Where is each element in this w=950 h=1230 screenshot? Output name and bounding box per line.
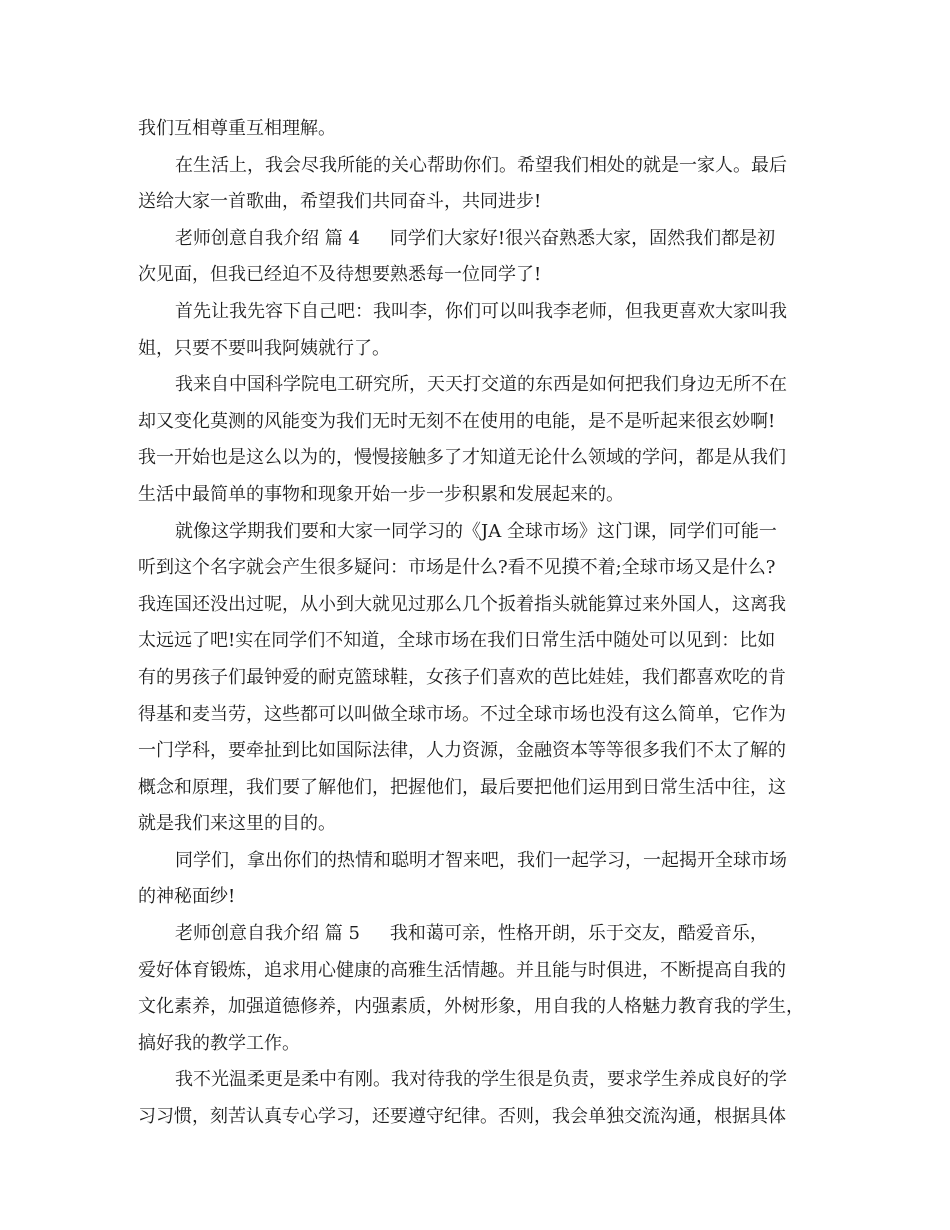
text-line: 送给大家一首歌曲，希望我们共同奋斗，共同进步! (138, 191, 542, 213)
text-line: 次见面，但我已经迫不及待想要熟悉每一位同学了! (138, 264, 542, 286)
text-line: 得基和麦当劳，这些都可以叫做全球市场。不过全球市场也没有这么简单，它作为 (138, 703, 786, 725)
text-line: 就像这学期我们要和大家一同学习的《JA 全球市场》这门课，同学们可能一 (175, 520, 777, 542)
text-line: 听到这个名字就会产生很多疑问：市场是什么?看不见摸不着;全球市场又是什么? (138, 557, 776, 579)
text-line: 的神秘面纱! (138, 886, 236, 908)
text-line: 有的男孩子们最钟爱的耐克篮球鞋，女孩子们喜欢的芭比娃娃，我们都喜欢吃的肯 (138, 666, 786, 688)
text-line: 姐，只要不要叫我阿姨就行了。 (138, 337, 390, 359)
section-heading: 老师创意自我介绍 篇 5 (175, 923, 360, 945)
text-line: 在生活上，我会尽我所能的关心帮助你们。希望我们相处的就是一家人。最后 (175, 154, 787, 176)
text-line: 我来自中国科学院电工研究所，天天打交道的东西是如何把我们身边无所不在 (175, 374, 787, 396)
section-heading-line (138, 221, 822, 258)
text-line: 太远远了吧!实在同学们不知道，全球市场在我们日常生活中随处可以见到：比如 (138, 630, 776, 652)
document-page (138, 111, 822, 1136)
text-line: 搞好我的教学工作。 (138, 1032, 300, 1054)
text-line: 就是我们来这里的目的。 (138, 813, 336, 835)
text-line: 习习惯，刻苦认真专心学习，还要遵守纪律。否则，我会单独交流沟通，根据具体 (138, 1106, 786, 1128)
text-line: 一门学科，要牵扯到比如国际法律，人力资源，金融资本等等很多我们不太了解的 (138, 740, 786, 762)
section-text: 我和蔼可亲，性格开朗，乐于交友，酷爱音乐， (389, 923, 768, 945)
text-line: 同学们，拿出你们的热情和聪明才智来吧，我们一起学习，一起揭开全球市场 (175, 849, 787, 871)
section-text: 同学们大家好!很兴奋熟悉大家，固然我们都是初 (389, 227, 776, 249)
text-line: 爱好体育锻炼，追求用心健康的高雅生活情趣。并且能与时俱进，不断提高自我的 (138, 959, 786, 981)
text-line: 却又变化莫测的风能变为我们无时无刻不在使用的电能，是不是听起来很玄妙啊! (138, 410, 776, 432)
text-line: 概念和原理，我们要了解他们，把握他们，最后要把他们运用到日常生活中往，这 (138, 776, 786, 798)
text-line: 我不光温柔更是柔中有刚。我对待我的学生很是负责，要求学生养成良好的学 (175, 1069, 787, 1091)
text-line: 我一开始也是这么以为的，慢慢接触多了才知道无论什么领域的学问，都是从我们 (138, 447, 786, 469)
section-heading: 老师创意自我介绍 篇 4 (175, 227, 360, 249)
text-line: 我们互相尊重互相理解。 (138, 118, 336, 139)
text-line: 首先让我先容下自己吧：我叫李，你们可以叫我李老师，但我更喜欢大家叫我 (175, 300, 787, 322)
text-line: 生活中最简单的事物和现象开始一步一步积累和发展起来的。 (138, 483, 624, 505)
text-line: 文化素养，加强道德修养，内强素质，外树形象，用自我的人格魅力教育我的学生， (138, 996, 804, 1018)
section-heading-line (138, 916, 822, 953)
text-line: 我连国还没出过呢，从小到大就见过那么几个扳着指头就能算过来外国人，这离我 (138, 593, 786, 615)
